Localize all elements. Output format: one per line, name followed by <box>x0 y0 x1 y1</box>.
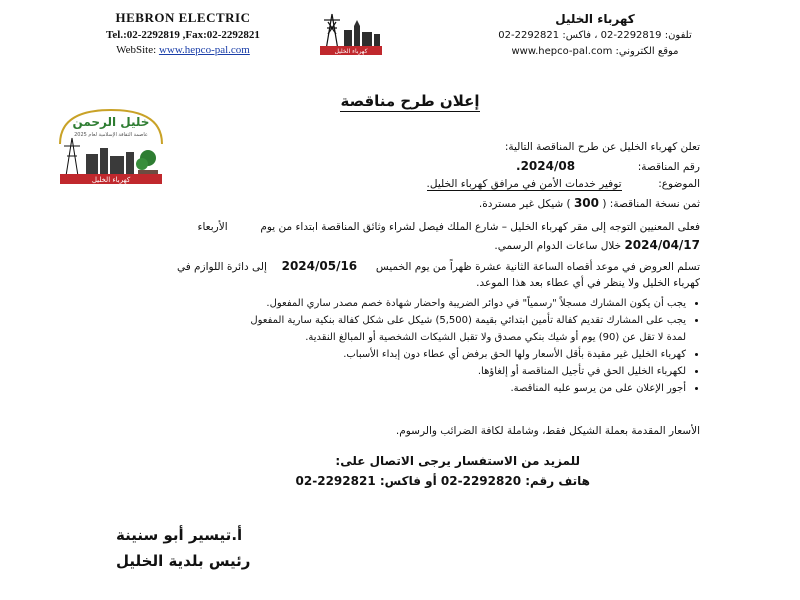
conditions-list <box>106 298 700 400</box>
condition-item: • يجب أن يكون المشارك مسجلاً "رسمياً" في دوائر الضريبة واحضار شهادة خصم مصدر ساري المفعول. <box>106 298 686 309</box>
purchase-line-2 <box>494 238 700 252</box>
submission-text-1: تسلم العروض في موعد أقصاه الساعة الثانية عشرة ظهراً من يوم الخميس <box>375 261 700 273</box>
condition-item: • كهرباء الخليل غير مقيدة بأقل الأسعار ولها الحق برفض أي عطاء دون إبداء الأسباب. <box>106 349 686 360</box>
company-name-en: HEBRON ELECTRIC <box>115 10 251 25</box>
submission-date: 2024/05/16 <box>281 259 358 273</box>
tender-number-label: رقم المناقصة: <box>637 161 700 173</box>
condition-item: • يجب على المشارك تقديم كفالة تأمين ابتدائي بقيمة (5,500) شيكل على شكل كفالة بنكية سارية المفعول <box>106 315 686 326</box>
contact-line-2: هاتف رقم: 2292820-02 أو فاكس: 2292821-02 <box>295 474 590 488</box>
side-logo-title: خليل الرحمن <box>72 115 150 129</box>
purchase-line-1 <box>198 221 700 233</box>
purchase-text-2: خلال ساعات الدوام الرسمي. <box>494 240 622 252</box>
contact-line-1: للمزيد من الاستفسار يرجى الاتصال على: <box>335 454 580 468</box>
website-link-en[interactable]: www.hepco-pal.com <box>158 44 250 56</box>
side-logo-subtitle: عاصمة الثقافة الإسلامية لعام 2025 <box>74 132 148 138</box>
tender-price-line <box>479 196 700 210</box>
contact-en: Tel.:02-2292819 ,Fax:02-2292821 <box>106 29 260 41</box>
purchase-text-1: فعلى المعنيين التوجه إلى مقر كهرباء الخليل – شارع الملك فيصل لشراء وثائق المناقصة ابتداء من يوم <box>260 221 700 233</box>
submission-line-2: كهرباء الخليل ولا ينظر في أي عطاء بعد هذا الموعد. <box>476 277 700 289</box>
prices-note: الأسعار المقدمة بعملة الشيكل فقط، وشاملة لكافة الضرائب والرسوم. <box>395 425 700 437</box>
purchase-date: 2024/04/17 <box>624 238 700 252</box>
website-url-ar[interactable]: www.hepco-pal.com <box>511 46 613 57</box>
document-body <box>110 0 700 600</box>
tender-subject-label: الموضوع: <box>658 178 700 190</box>
tender-subject-line <box>427 178 700 190</box>
website-label-en: WebSite: <box>116 44 157 56</box>
page-title-text: إعلان طرح مناقصة <box>340 92 480 110</box>
tender-price-suffix: ) شيكل غير مستردة. <box>478 198 571 210</box>
tender-price-value: 300 <box>573 196 600 210</box>
tender-number-line <box>516 159 700 173</box>
tender-price-label: ثمن نسخة المناقصة: ( <box>602 198 700 210</box>
condition-item: • لكهرباء الخليل الحق في تأجيل المناقصة أو إلغاؤها. <box>106 366 686 377</box>
condition-item-continued: لمدة لا تقل عن (90) يوم أو شيك بنكي مصدق ولا تقبل الشيكات الشخصية أو المبالغ النقدية. <box>305 332 686 343</box>
condition-item: • أجور الإعلان على من يرسو عليه المناقصة. <box>106 383 686 394</box>
intro-text: تعلن كهرباء الخليل عن طرح المناقصة التالية: <box>504 141 700 153</box>
side-logo-banner: كهرباء الخليل <box>91 176 131 184</box>
signature-position: رئيس بلدية الخليل <box>116 552 251 570</box>
submission-line-1 <box>177 259 700 273</box>
signature-name: أ.تيسير أبو سنينة <box>116 526 243 544</box>
contact-ar: تلفون: 2292819-02 ، فاكس: 2292821-02 <box>498 30 692 41</box>
website-label-ar: موقع الكتروني: <box>615 46 679 57</box>
purchase-day: الأربعاء <box>197 221 228 233</box>
tender-number-value: 2024/08. <box>516 159 576 173</box>
tender-subject-value: توفير خدمات الأمن في مرافق كهرباء الخليل. <box>426 178 622 190</box>
logo-banner-text: كهرباء الخليل <box>334 48 368 55</box>
company-name-ar: كهرباء الخليل <box>555 12 635 26</box>
submission-text-2: إلى دائرة اللوازم في <box>176 261 267 273</box>
